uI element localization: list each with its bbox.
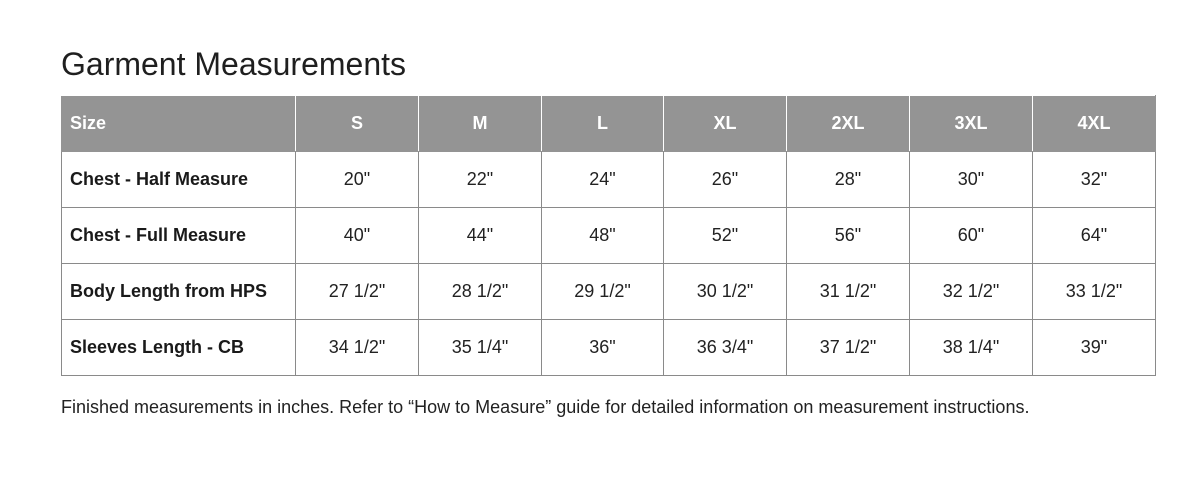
- table-cell: 24": [542, 152, 664, 208]
- table-cell: 28 1/2": [419, 264, 542, 320]
- table-cell: 40": [296, 208, 419, 264]
- table-cell: 64": [1033, 208, 1156, 264]
- table-cell: 22": [419, 152, 542, 208]
- table-cell: 36 3/4": [664, 320, 787, 376]
- table-cell: 52": [664, 208, 787, 264]
- table-cell: 28": [787, 152, 910, 208]
- table-cell: 36": [542, 320, 664, 376]
- size-header-4xl: 4XL: [1033, 96, 1156, 152]
- table-cell: 20": [296, 152, 419, 208]
- table-cell: 44": [419, 208, 542, 264]
- table-row-sleeves-length: [62, 320, 1156, 376]
- size-header-m: M: [419, 96, 542, 152]
- size-header-cell: Size: [62, 96, 296, 152]
- table-cell: 56": [787, 208, 910, 264]
- row-label: Body Length from HPS: [62, 264, 296, 320]
- row-label: Chest - Full Measure: [62, 208, 296, 264]
- table-cell: 30": [910, 152, 1033, 208]
- table-cell: 60": [910, 208, 1033, 264]
- header-row: [62, 96, 1156, 152]
- table-row-chest-half: [62, 152, 1156, 208]
- table-row-body-length: [62, 264, 1156, 320]
- table-cell: 34 1/2": [296, 320, 419, 376]
- table-row-chest-full: [62, 208, 1156, 264]
- page-title: Garment Measurements: [61, 46, 407, 82]
- table-cell: 32 1/2": [910, 264, 1033, 320]
- table-cell: 39": [1033, 320, 1156, 376]
- size-header-3xl: 3XL: [910, 96, 1033, 152]
- footnote-text: Finished measurements in inches. Refer to “How to Measure” guide for detailed information on measurement instructions.: [61, 397, 1030, 417]
- measurements-table: [61, 95, 1156, 376]
- table-cell: 38 1/4": [910, 320, 1033, 376]
- table-cell: 31 1/2": [787, 264, 910, 320]
- row-label: Sleeves Length - CB: [62, 320, 296, 376]
- size-header-xl: XL: [664, 96, 787, 152]
- table-cell: 30 1/2": [664, 264, 787, 320]
- table-cell: 48": [542, 208, 664, 264]
- table-cell: 26": [664, 152, 787, 208]
- table-cell: 33 1/2": [1033, 264, 1156, 320]
- size-header-s: S: [296, 96, 419, 152]
- size-header-2xl: 2XL: [787, 96, 910, 152]
- table-cell: 27 1/2": [296, 264, 419, 320]
- table-cell: 37 1/2": [787, 320, 910, 376]
- row-label: Chest - Half Measure: [62, 152, 296, 208]
- table-cell: 32": [1033, 152, 1156, 208]
- table-cell: 35 1/4": [419, 320, 542, 376]
- table-cell: 29 1/2": [542, 264, 664, 320]
- size-header-l: L: [542, 96, 664, 152]
